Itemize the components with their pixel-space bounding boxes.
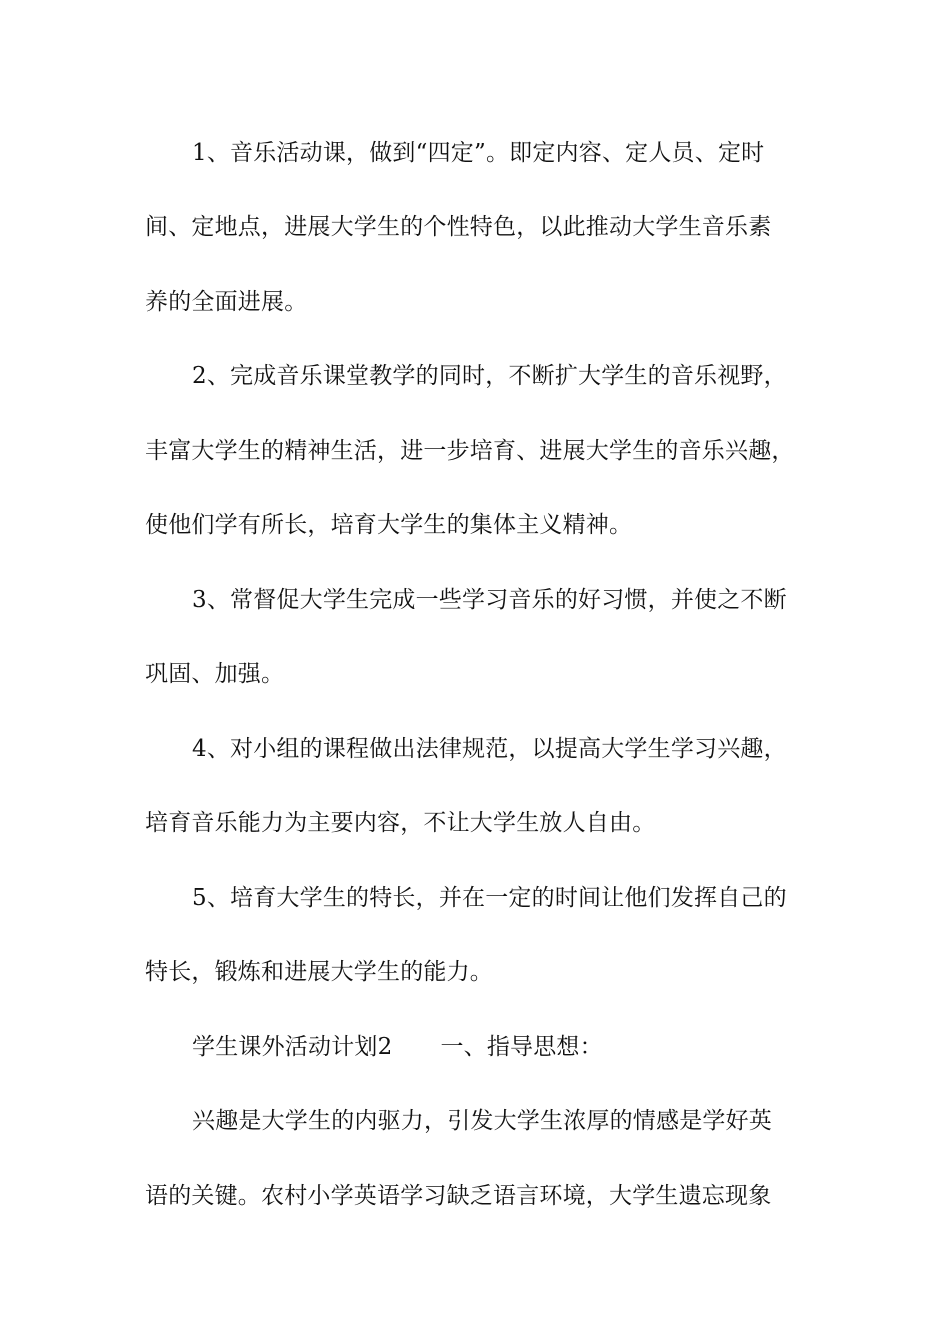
- paragraph-3-line-1: 3、常督促大学生完成一些学习音乐的好习惯，并使之不断: [192, 587, 787, 613]
- section-heading: [192, 1027, 603, 1067]
- paragraph-3-line-2: 巩固、加强。: [145, 661, 285, 687]
- paragraph-2-line-1: 2、完成音乐课堂教学的同时，不断扩大学生的音乐视野，: [192, 363, 787, 389]
- plan-title: 学生课外活动计划2: [192, 1034, 393, 1060]
- paragraph-2-line-2: 丰富大学生的精神生活，进一步培育、进展大学生的音乐兴趣，: [145, 438, 795, 464]
- paragraph-5-line-1: 5、培育大学生的特长，并在一定的时间让他们发挥自己的: [192, 885, 787, 911]
- guiding-thought-heading: 一、指导思想：: [440, 1034, 603, 1060]
- paragraph-4-line-2: 培育音乐能力为主要内容，不让大学生放人自由。: [145, 810, 656, 836]
- paragraph-2-line-3: 使他们学有所长，培育大学生的集体主义精神。: [145, 512, 633, 538]
- paragraph-6-line-1: 兴趣是大学生的内驱力，引发大学生浓厚的情感是学好英: [192, 1108, 772, 1134]
- paragraph-6-line-2: 语的关键。农村小学英语学习缺乏语言环境，大学生遗忘现象: [145, 1183, 772, 1209]
- paragraph-1-line-3: 养的全面进展。: [145, 289, 308, 315]
- paragraph-4-line-1: 4、对小组的课程做出法律规范，以提高大学生学习兴趣，: [192, 736, 787, 762]
- paragraph-5-line-2: 特长，锻炼和进展大学生的能力。: [145, 959, 493, 985]
- paragraph-1-line-2: 间、定地点，进展大学生的个性特色，以此推动大学生音乐素: [145, 214, 772, 240]
- paragraph-1-line-1: 1、音乐活动课，做到“四定”。即定内容、定人员、定时: [192, 140, 765, 166]
